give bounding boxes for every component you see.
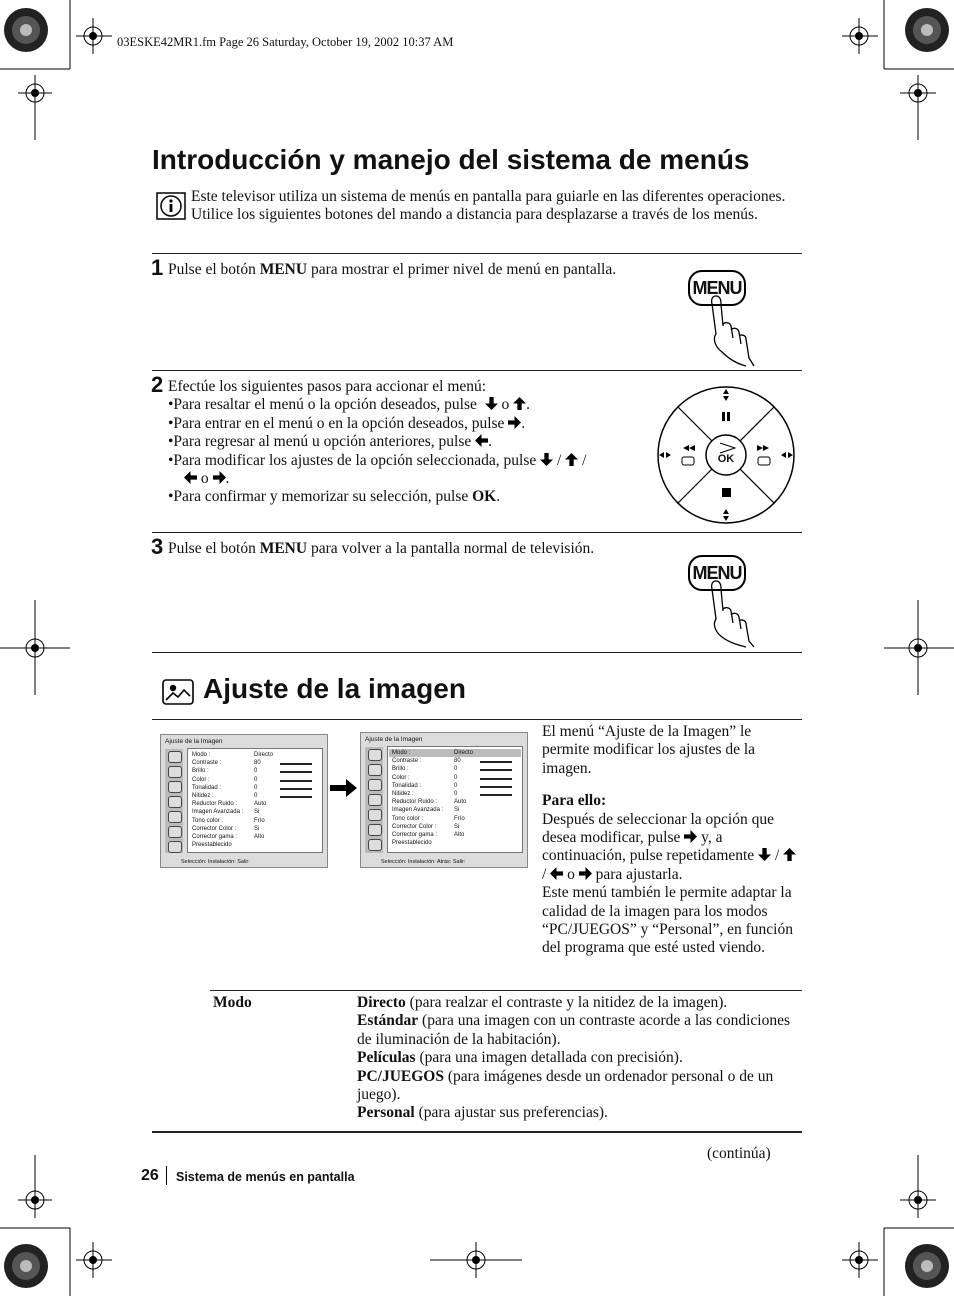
osd-row-value: Alto	[254, 834, 265, 840]
divider	[152, 652, 802, 653]
osd-slider-bar	[480, 786, 512, 788]
setup-icon	[168, 796, 182, 808]
divider	[152, 370, 802, 371]
osd-row-value: Auto	[254, 801, 267, 808]
mode-option: Personal (para ajustar sus preferencias).	[357, 1104, 608, 1122]
osd-slider-bar	[280, 780, 312, 782]
osd-icon-column	[365, 747, 383, 853]
timer-icon	[168, 781, 182, 793]
osd-row-label: Modo :	[192, 752, 211, 758]
osd-slider-bar	[280, 771, 312, 773]
osd-row-label: Imagen Avanzada :	[392, 807, 444, 814]
arrow-left-icon	[550, 867, 563, 880]
osd-panel	[387, 746, 523, 853]
osd-row-label: Tonalidad :	[192, 784, 222, 791]
picture-settings-icon	[162, 679, 194, 705]
osd-slider-bar	[480, 778, 512, 780]
step-number-3: 3	[151, 534, 164, 559]
osd-icon-column	[165, 749, 183, 853]
arrow-down-icon	[758, 848, 771, 861]
osd-row-label: Preestablecido	[192, 842, 232, 849]
menu-button-illustration	[688, 555, 768, 650]
osd-row-label: Nitidez :	[192, 793, 214, 799]
osd-row-label: Nitidez :	[392, 791, 414, 797]
arrow-up-icon	[783, 848, 796, 861]
section-title: Introducción y manejo del sistema de menús	[152, 144, 750, 175]
divider	[152, 1131, 802, 1133]
continued-note: (continúa)	[707, 1145, 771, 1162]
osd-row-label: Contraste :	[392, 758, 422, 765]
pointing-hand-icon	[708, 579, 768, 649]
picture-icon	[168, 751, 182, 763]
arrow-left-icon	[184, 471, 197, 484]
mode-options-list	[357, 994, 797, 1123]
menu-button: MENU	[688, 555, 746, 591]
preset-icon	[168, 811, 182, 823]
sound-icon	[168, 766, 182, 778]
osd-row-label: Contraste :	[192, 760, 222, 767]
osd-slider-bar	[480, 761, 512, 763]
pointing-hand-icon	[708, 294, 768, 368]
arrow-down-icon	[540, 453, 553, 466]
osd-row-value: Alto	[454, 832, 465, 838]
osd-row-label: Tono color :	[192, 817, 224, 824]
features-icon	[168, 826, 182, 838]
osd-row-label: Brillo :	[192, 768, 209, 775]
sound-icon	[368, 764, 382, 776]
picture-icon	[368, 749, 382, 761]
section-title: Ajuste de la imagen	[203, 673, 466, 704]
footer-section-title: Sistema de menús en pantalla	[176, 1170, 355, 1184]
picture-menu-description: El menú “Ajuste de la Imagen” le permite modificar los ajustes de la imagen. Para ello: Después de seleccionar la opción que desea modificar, pulse y, a continuación, pulse repetidamente / / o para ajustarla. Este menú también le permite adaptar la calidad de la imagen para los modos “PC/JUEGOS” y “Personal”, en función del programa que esté usted viendo.	[542, 723, 802, 958]
osd-row-label: Brillo :	[392, 766, 409, 773]
osd-slider-bar	[280, 763, 312, 765]
arrow-right-icon	[330, 778, 358, 798]
osd-row-value: Si	[254, 809, 260, 816]
osd-slider-bar	[280, 788, 312, 790]
osd-row-label: Imagen Avanzada :	[192, 809, 244, 816]
arrow-left-icon	[475, 434, 488, 447]
osd-row-value: Si	[454, 807, 460, 814]
osd-row-label: Reductor Ruido :	[392, 799, 438, 806]
menu-button: MENU	[688, 270, 746, 306]
setup-icon	[368, 794, 382, 806]
mode-option: Estándar (para una imagen con un contraste acorde a las condiciones de iluminación de la habitación).	[357, 1012, 790, 1048]
preset-icon	[368, 809, 382, 821]
ok-button: OK	[717, 453, 735, 465]
intro-text: Este televisor utiliza un sistema de menús en pantalla para guiarle en las diferentes operaciones. Utilice los siguientes botones del mando a distancia para desplazarse a través de los menús.	[191, 188, 786, 224]
features-icon	[368, 824, 382, 836]
osd-row-label: Color :	[192, 776, 210, 783]
osd-row-value: Frío	[454, 815, 465, 822]
mode-option: PC/JUEGOS (para imágenes desde un ordenador personal o de un juego).	[357, 1067, 774, 1104]
osd-row-label: Modo :	[392, 750, 411, 756]
divider	[152, 532, 802, 533]
osd-row-value: Directo	[254, 752, 274, 758]
arrow-down-icon	[485, 397, 498, 410]
osd-slider-bar	[280, 796, 312, 798]
osd-row-value: 0	[454, 766, 458, 773]
arrow-right-icon	[579, 867, 592, 880]
step-number-2: 2	[151, 372, 164, 397]
info-icon	[156, 192, 186, 220]
osd-row-label: Corrector Color :	[392, 823, 437, 830]
osd-menu-screenshot: Ajuste de la Imagen Modo : Directo Contraste : 80 Brillo : 0 Color : 0 Tonalidad : 0 Nitidez : 0 Reductor Ruido : Auto Imagen Avanzada : Si Tono color : Frío Corrector Color : Si Corrector gama : Alto Preestablecido Selección: Instalación: Atrás: Salir:	[360, 732, 528, 868]
osd-row-label: Tono color :	[392, 815, 424, 822]
timer-icon	[368, 779, 382, 791]
mode-option: Películas (para una imagen detallada con precisión).	[357, 1049, 683, 1067]
step-number-1: 1	[151, 255, 164, 280]
osd-row-value: Auto	[454, 799, 467, 806]
table-label-modo: Modo	[213, 994, 252, 1011]
osd-row-label: Preestablecido	[392, 840, 432, 847]
menu-button-illustration	[688, 270, 768, 370]
osd-row-label: Corrector Color :	[192, 825, 237, 832]
page-number: 26	[141, 1167, 159, 1184]
pc-icon	[368, 839, 382, 851]
arrow-up-icon	[565, 453, 578, 466]
osd-menu-screenshot: Ajuste de la Imagen Modo : Directo Contraste : 80 Brillo : 0 Color : 0 Tonalidad : 0 Nitidez : 0 Reductor Ruido : Auto Imagen Avanzada : Si Tono color : Frío Corrector Color : Si Corrector gama : Alto Preestablecido Selección: Instalación: Salir:	[160, 734, 328, 868]
step-1-text: Pulse el botón MENU para mostrar el primer nivel de menú en pantalla.	[168, 261, 617, 278]
divider	[152, 719, 802, 720]
arrow-up-icon	[513, 397, 526, 410]
arrow-right-icon	[684, 830, 697, 843]
osd-slider-bar	[480, 769, 512, 771]
divider	[210, 990, 802, 991]
file-header: 03ESKE42MR1.fm Page 26 Saturday, October 19, 2002 10:37 AM	[117, 35, 454, 49]
osd-row-value: 0	[454, 782, 458, 789]
osd-row-value: 0	[254, 776, 258, 783]
osd-row-value: 0	[254, 768, 258, 775]
osd-row-value: 0	[254, 784, 258, 791]
osd-slider-bar	[480, 794, 512, 796]
mode-option: Directo (para realzar el contraste y la nitidez de la imagen).	[357, 994, 728, 1011]
osd-row-value: Si	[454, 823, 460, 830]
osd-row-value: 80	[254, 760, 261, 767]
arrow-right-icon	[213, 471, 226, 484]
step-2-text: Efectúe los siguientes pasos para accionar el menú: •Para resaltar el menú o la opción deseados, pulse o . •Para entrar en el menú o en la opción deseados, pulse . •Para regresar al menú u opción anteriores, pulse . •Para modificar los ajustes de la opción seleccionada, pulse / / o . •Para confirmar y memorizar su selección, pulse OK.	[168, 378, 587, 506]
osd-row-value: 80	[454, 758, 461, 765]
divider	[152, 253, 802, 254]
footer-separator	[166, 1166, 167, 1185]
osd-row-value: 0	[254, 793, 258, 799]
osd-row-value: Directo	[454, 750, 474, 756]
osd-row-value: 0	[454, 774, 458, 781]
osd-row-label: Reductor Ruido :	[192, 801, 238, 808]
osd-row-label: Color :	[392, 774, 410, 781]
osd-row-value: Frío	[254, 817, 265, 824]
osd-row-label: Corrector gama :	[392, 832, 438, 838]
arrow-right-icon	[508, 416, 521, 429]
osd-row-label: Corrector gama :	[192, 834, 238, 840]
osd-row-label: Tonalidad :	[392, 782, 422, 789]
step-3-text: Pulse el botón MENU para volver a la pantalla normal de televisión.	[168, 540, 595, 557]
pc-icon	[168, 841, 182, 853]
osd-row-value: Si	[254, 825, 260, 832]
osd-panel	[187, 748, 323, 853]
osd-row-value: 0	[454, 791, 458, 797]
